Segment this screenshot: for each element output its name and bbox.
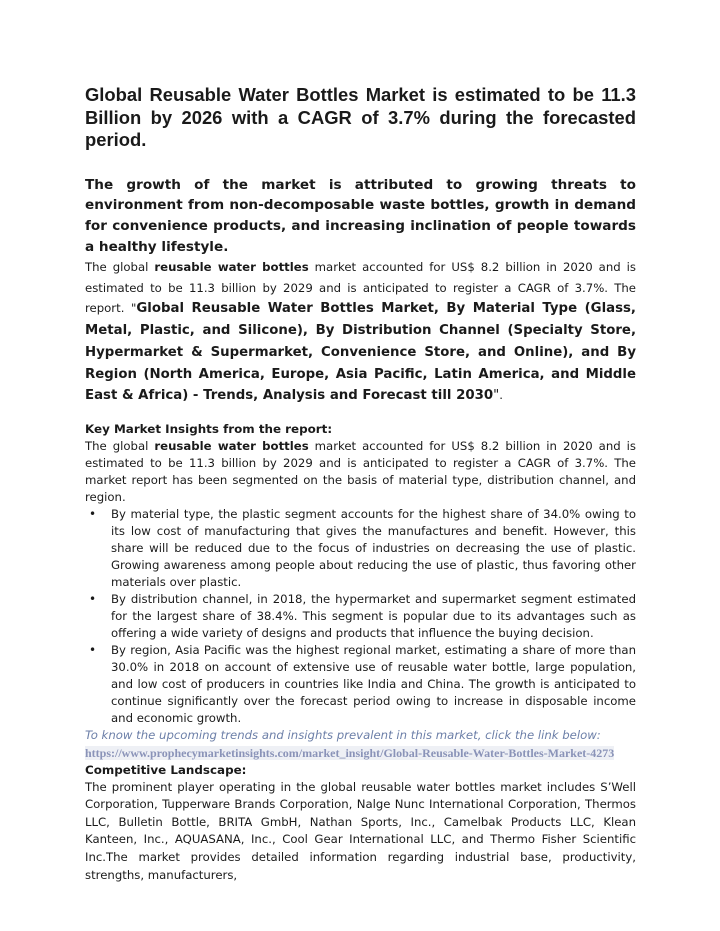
insights-heading: Key Market Insights from the report: (85, 422, 333, 437)
bullet-icon: • (89, 507, 97, 522)
bullet-icon: • (89, 592, 97, 607)
bullet-icon: • (89, 643, 97, 658)
report-link[interactable]: https://www.prophecymarketinsights.com/market_insight/Global-Reusable-Water-Bottles-Market-4273 (85, 746, 615, 761)
competitive-heading: Competitive Landscape: (85, 762, 247, 777)
list-item (89, 591, 636, 642)
report-title-wrap (85, 301, 636, 402)
insights-paragraph (85, 438, 636, 506)
document-page (85, 84, 636, 884)
insights-bullet-list (85, 506, 636, 727)
cta-text: To know the upcoming trends and insights prevalent in this market, click the link below: (85, 728, 601, 743)
bullet-text: By material type, the plastic segment accounts for the highest share of 34.0% owing to its low cost of manufacturing that gives the manufactures and benefit. However, this share will be reduced due to the focus of industries on decreasing the use of plastic. Growing awareness among people about reducing the use of plastic, thus favoring other materials over plastic. (111, 507, 636, 590)
intro-pre: The global (85, 260, 155, 275)
competitive-paragraph: The prominent player operating in the global reusable water bottles market includes S’Well Corporation, Tupperware Brands Corporation, Nalge Nunc International Corporation, Thermos LLC, Bulletin Bottle, BRITA GmbH, Nathan Sports, Inc., Camelbak Products LLC, Klean Kanteen, Inc., AQUASANA, Inc., Cool Gear International LLC, and Thermo Fisher Scientific Inc.The market provides detailed information regarding industrial base, productivity, strengths, manufacturers, (85, 779, 636, 882)
bullet-text: By distribution channel, in 2018, the hypermarket and supermarket segment estimated for the largest share of 38.4%. This segment is popular due to its advantages such as offering a wide variety of designs and products that influence the buying decision. (111, 592, 636, 641)
insights-keyword: reusable water bottles (154, 439, 309, 454)
report-close-quote: " (493, 388, 500, 404)
insights-post: market accounted for US$ 8.2 billion in 2020 and is estimated to be 11.3 billion by 2029 and is anticipated to register a CAGR of 3.7%. The market report has been segmented on the basis of material type, distribution channel, and region. (85, 439, 637, 505)
intro-post: market accounted for US$ 8.2 billion in 2020 and is estimated to be 11.3 billion by 2029 and is anticipated to register a CAGR of 3.7%. The report. " (85, 260, 637, 316)
insights-pre: The global (85, 439, 155, 454)
list-item (89, 506, 636, 591)
report-end: . (499, 388, 503, 403)
lead-paragraph: The growth of the market is attributed to growing threats to environment from non-decomposable waste bottles, growth in demand for convenience products, and increasing inclination of people towards a healthy lifestyle. (85, 176, 636, 255)
list-item (89, 642, 636, 727)
report-link-wrap (85, 744, 636, 762)
intro-paragraph (85, 257, 636, 407)
report-title: Global Reusable Water Bottles Market, By Material Type (Glass, Metal, Plastic, and Silicone), By Distribution Channel (Specialty Store, Hypermarket & Supermarket, Convenience Store, and Online), and By Region (North America, Europe, Asia Pacific, Latin America, and Middle East & Africa) - Trends, Analysis and Forecast till 2030 (85, 301, 636, 404)
intro-keyword: reusable water bottles (154, 260, 309, 275)
bullet-text: By region, Asia Pacific was the highest regional market, estimating a share of more than 30.0% in 2018 on account of extensive use of reusable water bottle, large population, and low cost of producers in countries like India and China. The growth is anticipated to continue significantly over the forecast period owing to increase in disposable income and economic growth. (111, 643, 636, 726)
page-title: Global Reusable Water Bottles Market is estimated to be 11.3 Billion by 2026 with a CAGR of 3.7% during the forecasted period. (85, 84, 636, 150)
